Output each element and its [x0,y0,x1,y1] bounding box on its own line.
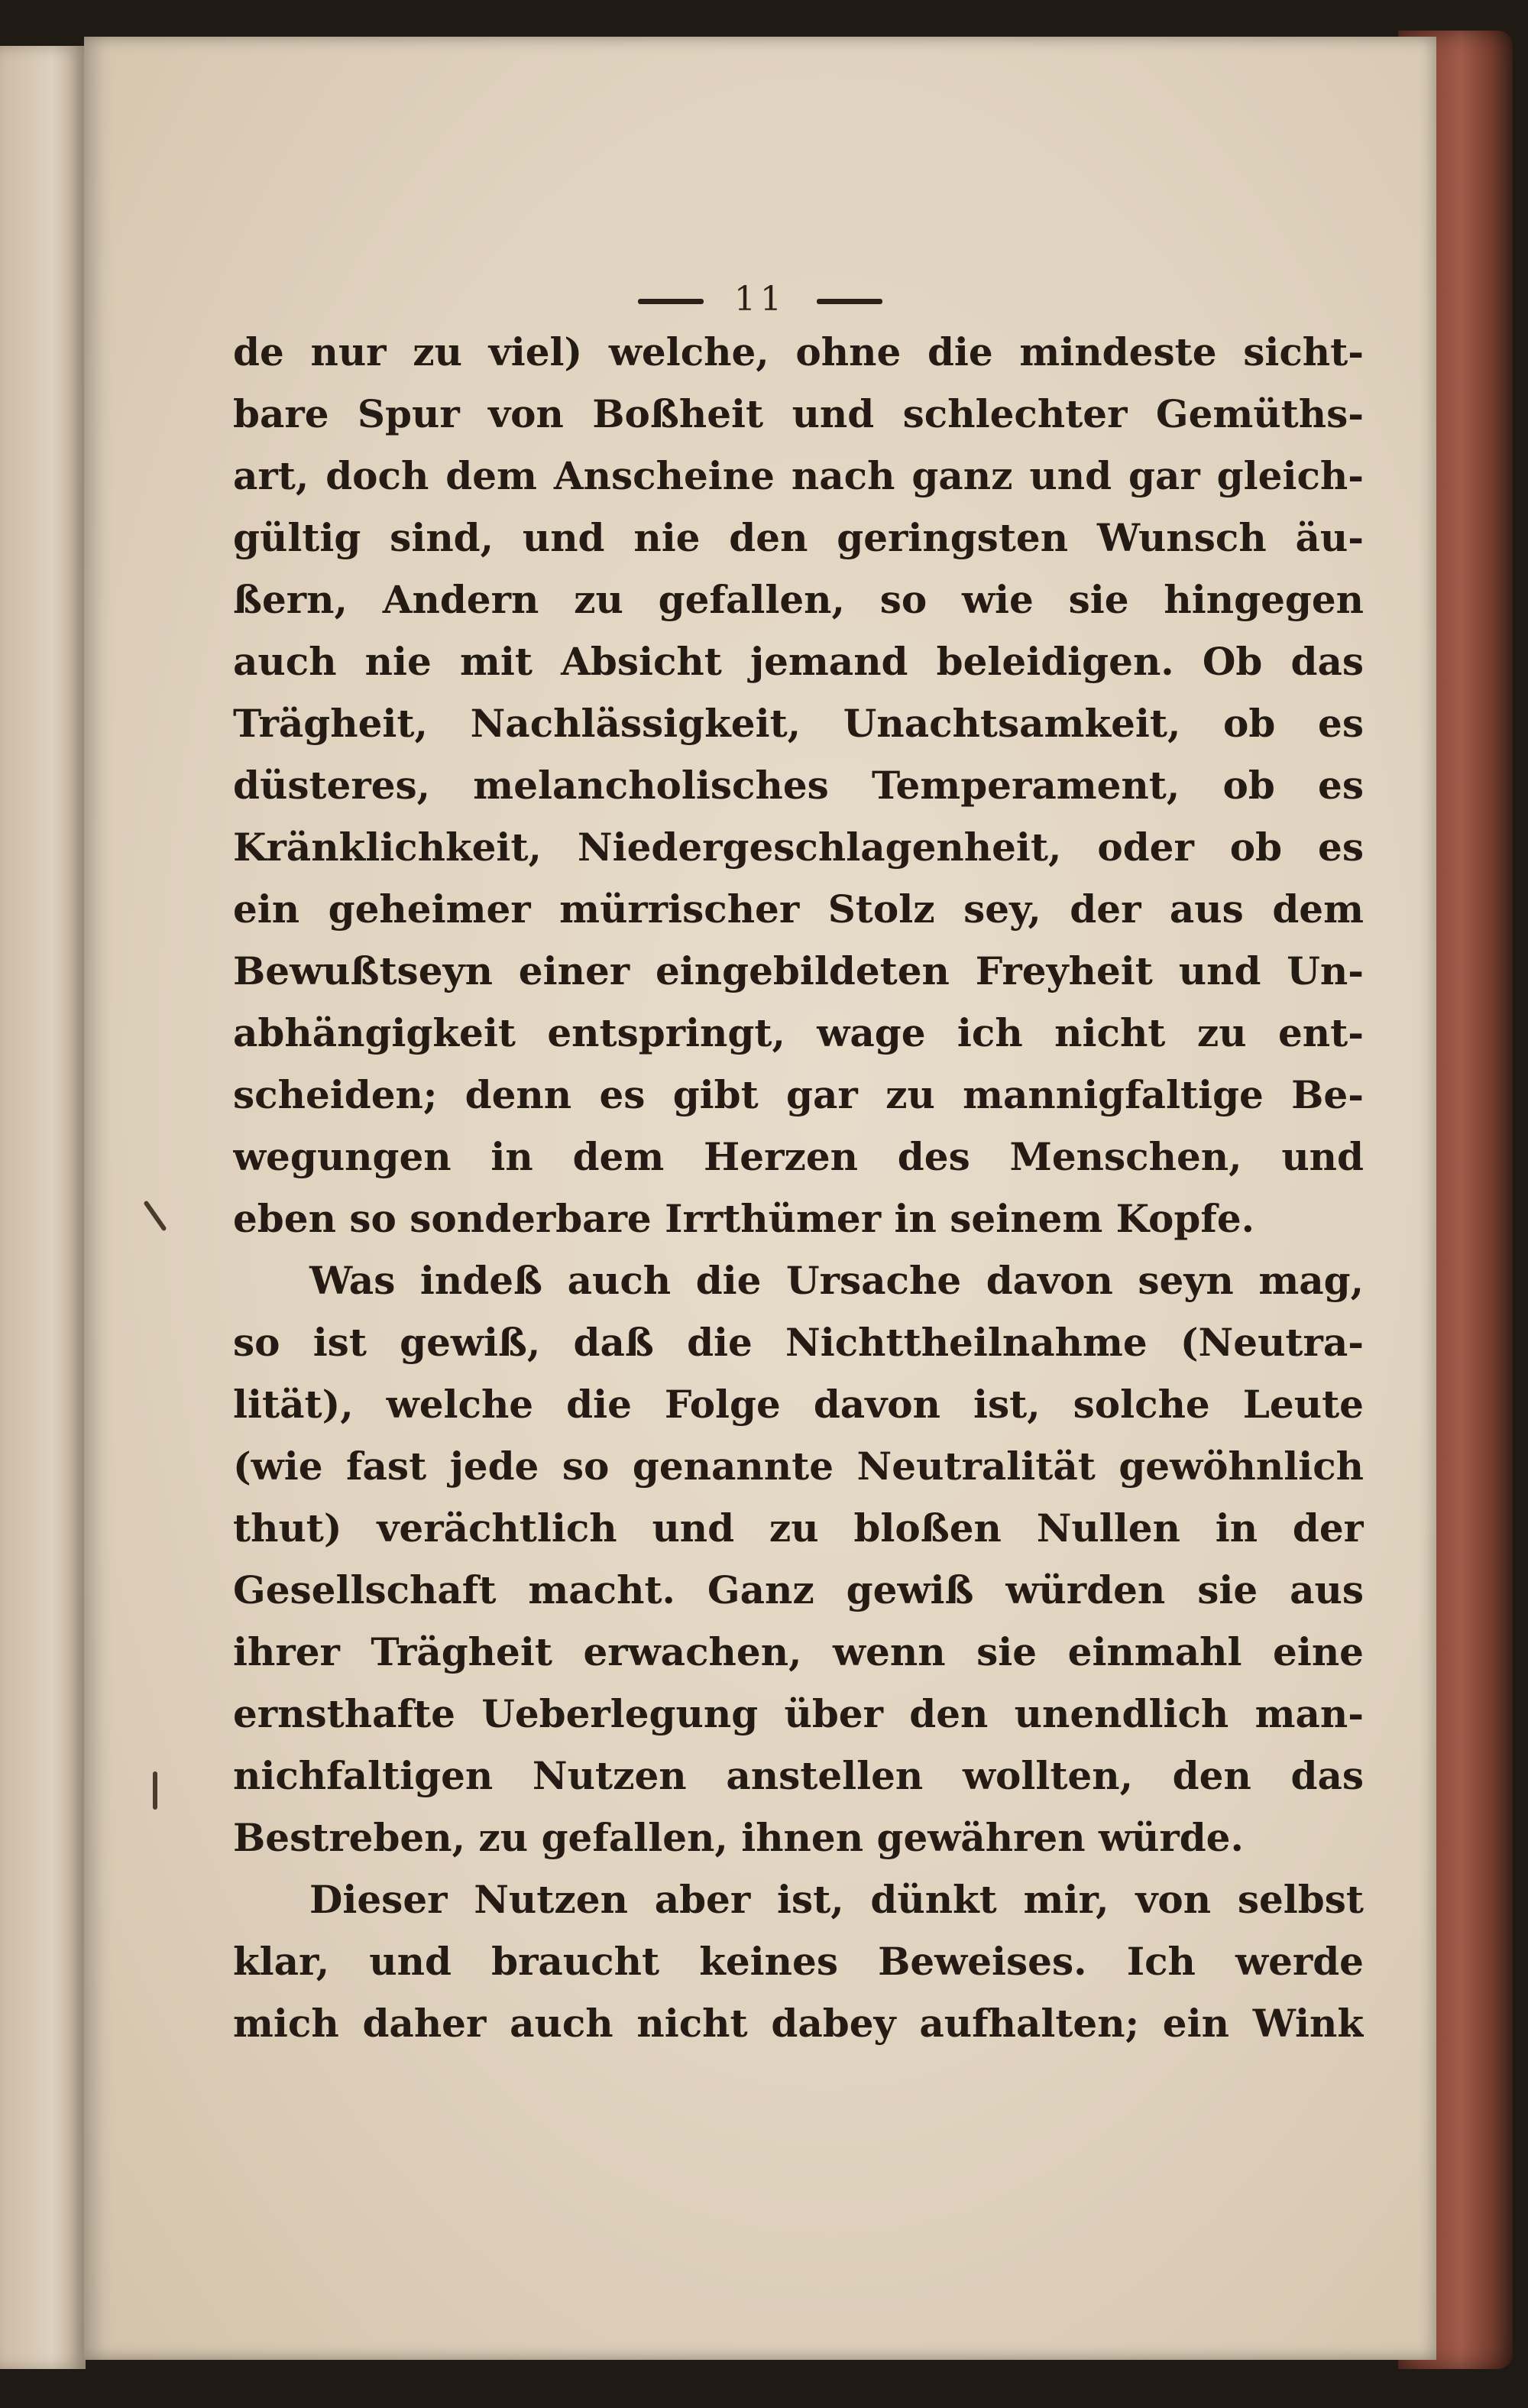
margin-mark [143,1200,167,1231]
text-line: auch nie mit Absicht jemand beleidigen. Ob das [233,639,1364,684]
text-line: ein geheimer mürrischer Stolz sey, der aus dem [233,886,1364,932]
page-number-header [84,280,1436,319]
text-line: mich daher auch nicht dabey aufhalten; ein Wink [233,2001,1364,2046]
text-line: klar, und braucht keines Beweises. Ich werde [233,1939,1364,1984]
text-line: lität), welche die Folge davon ist, solche Leute [233,1382,1364,1427]
text-line: so ist gewiß, daß die Nichttheilnahme (Neutra- [233,1320,1364,1365]
left-dash [638,299,704,304]
text-line: eben so sonderbare Irrthümer in seinem Kopfe. [233,1196,1255,1241]
text-line: ihrer Trägheit erwachen, wenn sie einmahl eine [233,1629,1364,1674]
text-line: Was indeß auch die Ursache davon seyn mag, [309,1258,1364,1303]
margin-mark [153,1771,157,1810]
text-line: Trägheit, Nachlässigkeit, Unachtsamkeit, ob es [233,701,1364,746]
text-line: düsteres, melancholisches Temperament, ob es [233,763,1364,808]
text-line: nichfaltigen Nutzen anstellen wollten, den das [233,1753,1364,1798]
text-line: Bestreben, zu gefallen, ihnen gewähren würde. [233,1815,1244,1860]
text-line: art, doch dem Anscheine nach ganz und gar gleich- [233,453,1364,498]
text-line: wegungen in dem Herzen des Menschen, und [233,1134,1364,1179]
text-line: Bewußtseyn einer eingebildeten Freyheit und Un- [233,948,1364,993]
right-dash [817,299,882,304]
text-line: Kränklichkeit, Niedergeschlagenheit, oder ob es [233,825,1364,870]
text-line: abhängigkeit entspringt, wage ich nicht zu ent- [233,1010,1364,1055]
page-number: 11 [734,280,786,319]
text-line: scheiden; denn es gibt gar zu mannigfaltige Be- [233,1072,1364,1117]
text-line: thut) verächtlich und zu bloßen Nullen in der [233,1505,1364,1551]
text-line: de nur zu viel) welche, ohne die mindeste sicht- [233,329,1364,374]
body-text [233,321,1364,2054]
text-line: gültig sind, und nie den geringsten Wunsch äu- [233,515,1364,560]
text-line: (wie fast jede so genannte Neutralität gewöhnlich [233,1444,1364,1489]
text-line: ernsthafte Ueberlegung über den unendlich man- [233,1691,1364,1736]
text-line: Dieser Nutzen aber ist, dünkt mir, von selbst [309,1877,1364,1922]
facing-page-edge [0,46,86,2369]
text-line: ßern, Andern zu gefallen, so wie sie hingegen [233,577,1364,622]
text-line: Gesellschaft macht. Ganz gewiß würden sie aus [233,1567,1364,1612]
book-page [84,37,1436,2360]
text-line: bare Spur von Boßheit und schlechter Gemüths- [233,391,1364,436]
